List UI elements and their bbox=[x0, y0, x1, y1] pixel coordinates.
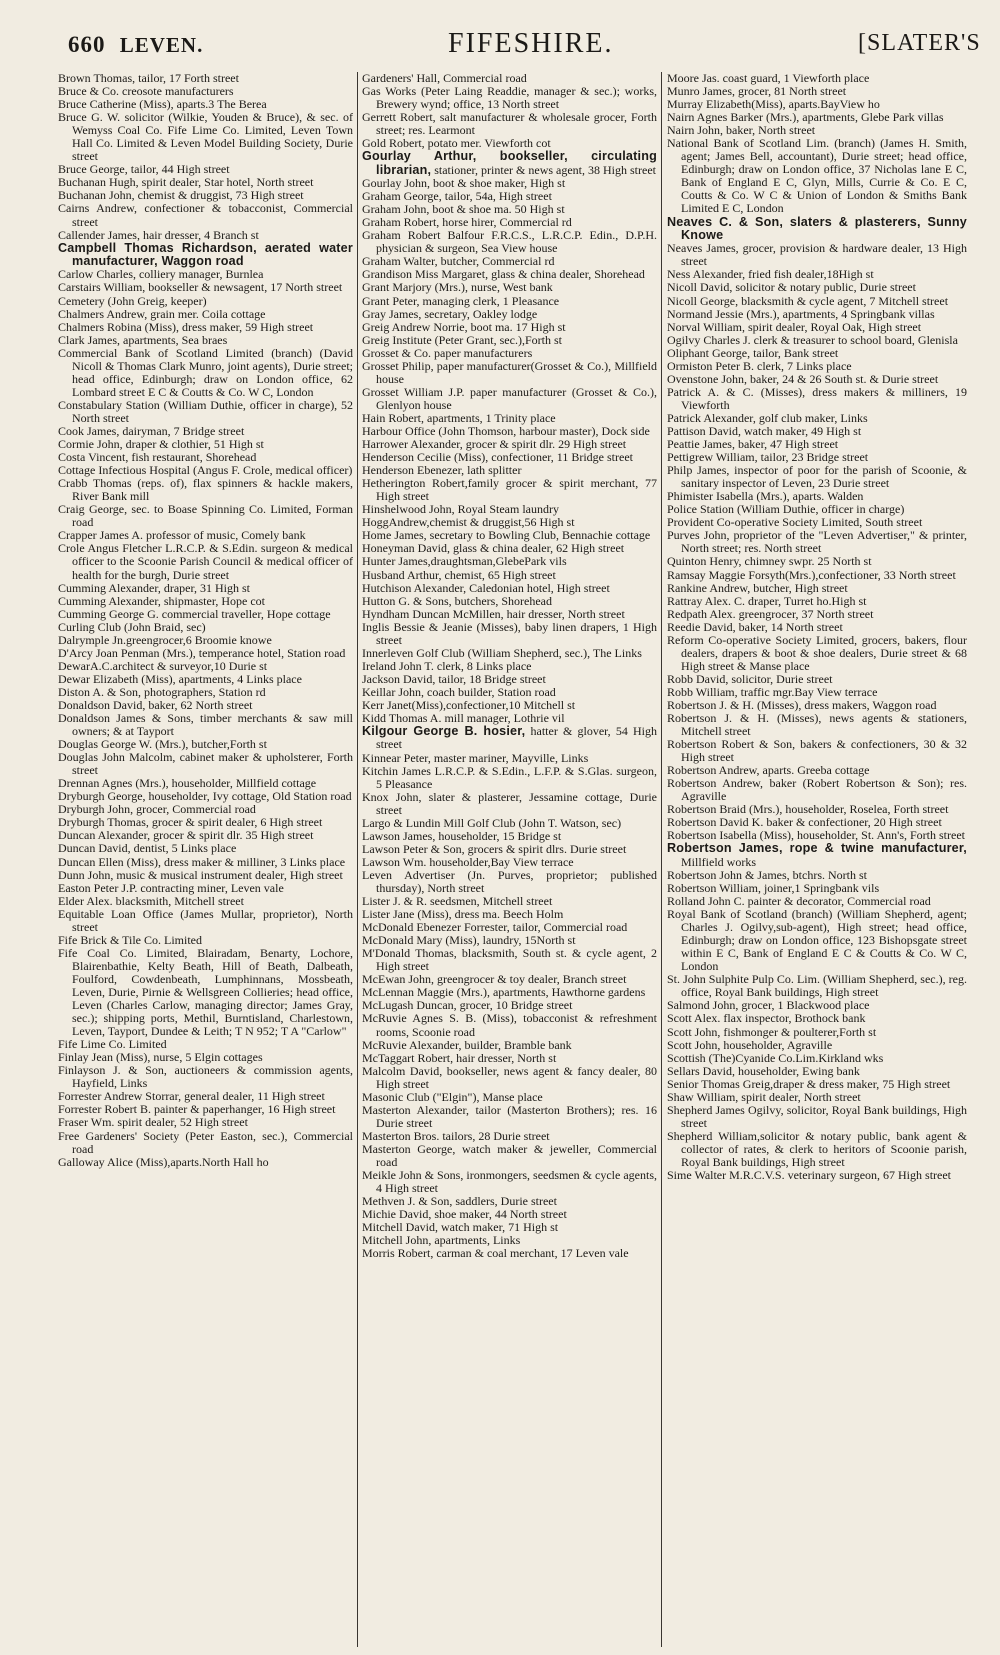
directory-entry: Buchanan John, chemist & druggist, 73 High street bbox=[58, 188, 304, 203]
directory-entry: Kidd Thomas A. mill manager, Lothrie vil bbox=[362, 711, 565, 726]
directory-entry: Crabb Thomas (reps. of), flax spinners & hackle makers, River Bank mill bbox=[58, 476, 353, 504]
directory-entry: Purves John, proprietor of the "Leven Advertiser," & printer, North street; res. North street bbox=[667, 528, 967, 556]
directory-entry: Robertson John & James, btchrs. North st bbox=[667, 867, 867, 882]
entry-bold-name: Kilgour George B. hosier, bbox=[362, 724, 526, 739]
directory-entry: Methven J. & Son, saddlers, Durie street bbox=[362, 1194, 557, 1209]
directory-entry: Robertson Andrew, aparts. Greeba cottage bbox=[667, 763, 870, 778]
directory-entry: Carlow Charles, colliery manager, Burnlea bbox=[58, 267, 264, 282]
directory-entry: Robertson Braid (Mrs.), householder, Roselea, Forth street bbox=[667, 802, 949, 817]
directory-entry: Innerleven Golf Club (William Shepherd, sec.), The Links bbox=[362, 645, 642, 660]
directory-entry: Robertson J. & H. (Misses), dress makers, Waggon road bbox=[667, 697, 937, 712]
directory-entry: Nairn John, baker, North street bbox=[667, 123, 816, 138]
directory-entry: Henderson Ebenezer, lath splitter bbox=[362, 463, 522, 478]
directory-entry: Sime Walter M.R.C.V.S. veterinary surgeon, 67 High street bbox=[667, 1168, 952, 1183]
directory-entry: Quinton Henry, chimney swpr. 25 North st bbox=[667, 554, 872, 569]
directory-entry: Michie David, shoe maker, 44 North street bbox=[362, 1207, 567, 1222]
directory-entry: Dryburgh George, householder, Ivy cottage, Old Station road bbox=[58, 789, 352, 804]
directory-entry: Royal Bank of Scotland (branch) (William Shepherd, agent; Charles J. Ogilvy,sub-agent), High street; head office, Edinburgh; draw on London office, 123 Bishopsgate street within E C, Bank of England E C & Coutts & Co. W C, London bbox=[667, 907, 967, 974]
directory-entry: Murray Elizabeth(Miss), aparts.BayView ho bbox=[667, 97, 880, 112]
directory-entry: Gardeners' Hall, Commercial road bbox=[362, 72, 527, 85]
directory-entry: Crole Angus Fletcher L.R.C.P. & S.Edin. surgeon & medical officer to the Scoonie Parish Council & medical officer of health for the burgh, Durie street bbox=[58, 541, 353, 582]
directory-entry: Ness Alexander, fried fish dealer,18High st bbox=[667, 267, 874, 282]
directory-entry: Fife Brick & Tile Co. Limited bbox=[58, 932, 203, 947]
directory-entry: National Bank of Scotland Lim. (branch) (James H. Smith, agent; James Bell, accountant), Durie street; head office, Edinburgh; draw on London office, 37 Nicholas lane E C, Bank of England E C, Glyn, Mills, Currie & Co. E C, Coutts & Co. W C & Union of London & Smiths Bank Limited E C, London bbox=[667, 136, 967, 216]
directory-entry: Easton Peter J.P. contracting miner, Leven vale bbox=[58, 880, 284, 895]
directory-entry bbox=[667, 842, 967, 868]
directory-entry: Curling Club (John Braid, sec) bbox=[58, 619, 206, 634]
directory-entry: Patrick Alexander, golf club maker, Links bbox=[667, 410, 868, 425]
directory-entry: Robertson Andrew, baker (Robert Robertson & Son); res. Agraville bbox=[667, 776, 967, 804]
directory-entry: Graham Walter, butcher, Commercial rd bbox=[362, 254, 555, 269]
directory-entry: Home James, secretary to Bowling Club, Bennachie cottage bbox=[362, 528, 651, 543]
directory-entry: Honeyman David, glass & china dealer, 62 High street bbox=[362, 541, 625, 556]
directory-entry: McRuvie Agnes S. B. (Miss), tobacconist & refreshment rooms, Scoonie road bbox=[362, 1011, 657, 1039]
directory-entry: Grosset William J.P. paper manufacturer (Grosset & Co.), Glenlyon house bbox=[362, 384, 657, 412]
directory-entry: Robb William, traffic mgr.Bay View terrace bbox=[667, 684, 878, 699]
directory-entry: Dryburgh John, grocer, Commercial road bbox=[58, 802, 256, 817]
page-number: 660 bbox=[68, 32, 106, 57]
directory-entry: Masterton Bros. tailors, 28 Durie street bbox=[362, 1128, 550, 1143]
directory-entry: Cottage Infectious Hospital (Angus F. Crole, medical officer) bbox=[58, 463, 353, 478]
directory-entry bbox=[362, 150, 657, 177]
directory-entry: Clark James, apartments, Sea braes bbox=[58, 332, 228, 347]
directory-entry bbox=[362, 725, 657, 751]
directory-entry: Robertson J. & H. (Misses), news agents & stationers, Mitchell street bbox=[667, 711, 967, 739]
directory-entry: Finlay Jean (Miss), nurse, 5 Elgin cottages bbox=[58, 1050, 263, 1065]
column-1 bbox=[58, 72, 353, 1647]
directory-entry: Patrick A. & C. (Misses), dress makers & milliners, 19 Viewforth bbox=[667, 384, 967, 412]
directory-entry: Hutchison Alexander, Caledonian hotel, High street bbox=[362, 580, 610, 595]
directory-entry: Lister Jane (Miss), dress ma. Beech Holm bbox=[362, 907, 564, 922]
directory-entry: Crapper James A. professor of music, Comely bank bbox=[58, 528, 306, 543]
directory-entry: Nairn Agnes Barker (Mrs.), apartments, Glebe Park villas bbox=[667, 110, 944, 125]
directory-entry: Graham Robert Balfour F.R.C.S., L.R.C.P. Edin., D.P.H. physician & surgeon, Sea View house bbox=[362, 228, 657, 256]
directory-entry: Morris Robert, carman & coal merchant, 17 Leven vale bbox=[362, 1246, 629, 1261]
directory-entry: Mitchell David, watch maker, 71 High st bbox=[362, 1220, 559, 1235]
directory-entry: Peattie James, baker, 47 High street bbox=[667, 437, 839, 452]
directory-entry: Duncan David, dentist, 5 Links place bbox=[58, 841, 237, 856]
directory-entry: Lawson Wm. householder,Bay View terrace bbox=[362, 854, 574, 869]
directory-entry: McEwan John, greengrocer & toy dealer, Branch street bbox=[362, 972, 627, 987]
directory-entry: Ovenstone John, baker, 24 & 26 South st. & Durie street bbox=[667, 371, 939, 386]
directory-entry: DewarA.C.architect & surveyor,10 Durie st bbox=[58, 658, 268, 673]
directory-entry: Ireland John T. clerk, 8 Links place bbox=[362, 658, 532, 673]
directory-entry: Moore Jas. coast guard, 1 Viewforth place bbox=[667, 72, 870, 85]
directory-entry: Hunter James,draughtsman,GlebePark vils bbox=[362, 554, 567, 569]
entry-detail: stationer, printer & news agent, 38 High street bbox=[431, 162, 656, 177]
directory-entry: McTaggart Robert, hair dresser, North st bbox=[362, 1050, 557, 1065]
directory-entry: Ogilvy Charles J. clerk & treasurer to school board, Glenisla bbox=[667, 332, 958, 347]
directory-entry: Salmond John, grocer, 1 Blackwood place bbox=[667, 998, 870, 1013]
directory-entry: Gold Robert, potato mer. Viewforth cot bbox=[362, 136, 551, 151]
directory-entry: Shepherd William,solicitor & notary public, bank agent & collector of rates, & clerk to heritors of Scoonie parish, Royal Bank buildings, High street bbox=[667, 1128, 967, 1169]
directory-entry: Gourlay John, boot & shoe maker, High st bbox=[362, 176, 566, 191]
county-title: FIFESHIRE. bbox=[448, 28, 614, 59]
directory-entry: McLennan Maggie (Mrs.), apartments, Hawthorne gardens bbox=[362, 985, 646, 1000]
directory-entry: Equitable Loan Office (James Mullar, proprietor), North street bbox=[58, 906, 353, 934]
directory-entry: Bruce Catherine (Miss), aparts.3 The Berea bbox=[58, 97, 267, 112]
directory-entry: Provident Co-operative Society Limited, South street bbox=[667, 515, 923, 530]
directory-entry: Donaldson David, baker, 62 North street bbox=[58, 697, 253, 712]
directory-entry: Hain Robert, apartments, 1 Trinity place bbox=[362, 410, 556, 425]
column-divider bbox=[661, 72, 662, 1647]
directory-entry: Elder Alex. blacksmith, Mitchell street bbox=[58, 893, 244, 908]
directory-entry: Lawson James, householder, 15 Bridge st bbox=[362, 828, 562, 843]
directory-entry: Rolland John C. painter & decorator, Commercial road bbox=[667, 894, 931, 909]
directory-entry: McRuvie Alexander, builder, Bramble bank bbox=[362, 1037, 572, 1052]
directory-entry: Constabulary Station (William Duthie, officer in charge), 52 North street bbox=[58, 397, 353, 425]
directory-entry: Donaldson James & Sons, timber merchants & saw mill owners; & at Tayport bbox=[58, 711, 353, 739]
directory-entry: Phimister Isabella (Mrs.), aparts. Walden bbox=[667, 489, 864, 504]
directory-entry: Douglas John Malcolm, cabinet maker & upholsterer, Forth street bbox=[58, 750, 353, 778]
directory-entry: Cairns Andrew, confectioner & tobacconist, Commercial street bbox=[58, 201, 353, 229]
entry-detail: hatter & glover, 54 High street bbox=[376, 724, 657, 752]
directory-entry: Masterton Alexander, tailor (Masterton Brothers); res. 16 Durie street bbox=[362, 1102, 657, 1130]
directory-entry: Robertson William, joiner,1 Springbank vils bbox=[667, 880, 880, 895]
directory-entry: Gas Works (Peter Laing Readdie, manager & sec.); works, Brewery wynd; office, 13 North street bbox=[362, 84, 657, 112]
directory-entry: Kerr Janet(Miss),confectioner,10 Mitchell st bbox=[362, 697, 576, 712]
directory-entry: Shaw William, spirit dealer, North street bbox=[667, 1089, 861, 1104]
directory-entry: D'Arcy Joan Penman (Mrs.), temperance hotel, Station road bbox=[58, 645, 346, 660]
directory-entry: Cormie John, draper & clothier, 51 High st bbox=[58, 437, 264, 452]
directory-entry: Hyndham Duncan McMillen, hair dresser, North street bbox=[362, 606, 625, 621]
directory-entry: Pettigrew William, tailor, 23 Bridge street bbox=[667, 450, 869, 465]
directory-entry: Cumming George G. commercial traveller, Hope cottage bbox=[58, 606, 331, 621]
directory-entry: Masterton George, watch maker & jeweller, Commercial road bbox=[362, 1141, 657, 1169]
entry-bold-name: Robertson James, rope & twine manufacturer, bbox=[667, 841, 967, 856]
directory-entry: Galloway Alice (Miss),aparts.North Hall ho bbox=[58, 1154, 269, 1169]
directory-entry: St. John Sulphite Pulp Co. Lim. (William Shepherd, sec.), reg. office, Royal Bank buildings, High street bbox=[667, 972, 967, 1000]
directory-entry: Leven Advertiser (Jn. Purves, proprietor; published thursday), North street bbox=[362, 867, 657, 895]
directory-entry: Scott John, fishmonger & poulterer,Forth st bbox=[667, 1024, 877, 1039]
directory-entry: Meikle John & Sons, ironmongers, seedsmen & cycle agents, 4 High street bbox=[362, 1168, 657, 1196]
directory-entry: Greig Andrew Norrie, boot ma. 17 High st bbox=[362, 319, 566, 334]
directory-entry: Craig George, sec. to Boase Spinning Co. Limited, Forman road bbox=[58, 502, 353, 530]
directory-entry: Normand Jessie (Mrs.), apartments, 4 Springbank villas bbox=[667, 306, 935, 321]
directory-entry: Sellars David, householder, Ewing bank bbox=[667, 1063, 860, 1078]
page-header bbox=[68, 28, 1000, 62]
directory-entry: Masonic Club ("Elgin"), Manse place bbox=[362, 1089, 543, 1104]
directory-entry: Grosset Philip, paper manufacturer(Grosset & Co.), Millfield house bbox=[362, 358, 657, 386]
directory-entry: Chalmers Robina (Miss), dress maker, 59 High street bbox=[58, 319, 314, 334]
directory-entry: Inglis Bessie & Jeanie (Misses), baby linen drapers, 1 High street bbox=[362, 619, 657, 647]
directory-entry: Jackson David, tailor, 18 Bridge street bbox=[362, 671, 546, 686]
directory-entry: Rankine Andrew, butcher, High street bbox=[667, 580, 848, 595]
directory-entry: Police Station (William Duthie, officer in charge) bbox=[667, 502, 905, 517]
directory-entry: Grandison Miss Margaret, glass & china dealer, Shorehead bbox=[362, 267, 645, 282]
directory-entry: Fife Lime Co. Limited bbox=[58, 1037, 167, 1052]
directory-entry: Duncan Alexander, grocer & spirit dlr. 35 High street bbox=[58, 828, 314, 843]
directory-entry: Dalrymple Jn.greengrocer,6 Broomie knowe bbox=[58, 632, 272, 647]
directory-entry: McLugash Duncan, grocer, 10 Bridge street bbox=[362, 998, 573, 1013]
directory-entry: Campbell Thomas Richardson, aerated water manufacturer, Waggon road bbox=[58, 240, 353, 269]
directory-entry: Malcolm David, bookseller, news agent & fancy dealer, 80 High street bbox=[362, 1063, 657, 1091]
directory-entry: Grant Marjory (Mrs.), nurse, West bank bbox=[362, 280, 553, 295]
directory-entry: Reform Co-operative Society Limited, grocers, bakers, flour dealers, drapers & boot & shoe dealers, Durie street & 68 High street & Manse place bbox=[667, 632, 967, 673]
directory-entry: Hinshelwood John, Royal Steam laundry bbox=[362, 502, 559, 517]
directory-entry: Drennan Agnes (Mrs.), householder, Millfield cottage bbox=[58, 776, 317, 791]
directory-entry: Ramsay Maggie Forsyth(Mrs.),confectioner, 33 North street bbox=[667, 567, 956, 582]
directory-entry: Pattison David, watch maker, 49 High st bbox=[667, 423, 862, 438]
directory-entry: Cemetery (John Greig, keeper) bbox=[58, 293, 207, 308]
directory-entry: Mitchell John, apartments, Links bbox=[362, 1233, 521, 1248]
directory-entry: Kitchin James L.R.C.P. & S.Edin., L.F.P. & S.Glas. surgeon, 5 Pleasance bbox=[362, 763, 657, 791]
directory-entry: Neaves C. & Son, slaters & plasterers, Sunny Knowe bbox=[667, 214, 967, 242]
entry-detail: Millfield works bbox=[681, 854, 756, 869]
directory-entry: Philp James, inspector of poor for the parish of Scoonie, & sanitary inspector of Leven, 23 Durie street bbox=[667, 463, 967, 491]
directory-entry: Ormiston Peter B. clerk, 7 Links place bbox=[667, 358, 852, 373]
directory-entry: Carstairs William, bookseller & newsagent, 17 North street bbox=[58, 280, 343, 295]
directory-entry: Hetherington Robert,family grocer & spirit merchant, 77 High street bbox=[362, 476, 657, 504]
directory-entry: Cumming Alexander, draper, 31 High st bbox=[58, 580, 251, 595]
directory-entry: Robertson Robert & Son, bakers & confectioners, 30 & 32 High street bbox=[667, 737, 967, 765]
directory-entry: M'Donald Thomas, blacksmith, South st. & cycle agent, 2 High street bbox=[362, 946, 657, 974]
directory-entry: Henderson Cecilie (Miss), confectioner, 11 Bridge street bbox=[362, 450, 633, 465]
directory-entry: Neaves James, grocer, provision & hardware dealer, 13 High street bbox=[667, 241, 967, 269]
directory-entry: Bruce George, tailor, 44 High street bbox=[58, 162, 230, 177]
directory-entry: Knox John, slater & plasterer, Jessamine cottage, Durie street bbox=[362, 789, 657, 817]
entry-bold-name: Gourlay Arthur, bookseller, circulating librarian, bbox=[362, 149, 657, 177]
directory-entry: Harrower Alexander, grocer & spirit dlr. 29 High street bbox=[362, 437, 627, 452]
publisher-name: [SLATER'S bbox=[858, 30, 981, 56]
directory-entry: Grant Peter, managing clerk, 1 Pleasance bbox=[362, 293, 560, 308]
directory-entry: Nicoll George, blacksmith & cycle agent, 7 Mitchell street bbox=[667, 293, 949, 308]
directory-entry: Grosset & Co. paper manufacturers bbox=[362, 345, 533, 360]
directory-entry: Shepherd James Ogilvy, solicitor, Royal Bank buildings, High street bbox=[667, 1102, 967, 1130]
column-divider bbox=[357, 72, 358, 1647]
directory-entry: Scott John, householder, Agraville bbox=[667, 1037, 833, 1052]
directory-entry: Finlayson J. & Son, auctioneers & commission agents, Hayfield, Links bbox=[58, 1063, 353, 1091]
directory-entry: Forrester Andrew Storrar, general dealer, 11 High street bbox=[58, 1089, 325, 1104]
directory-entry: Diston A. & Son, photographers, Station rd bbox=[58, 684, 266, 699]
directory-entry: Cook James, dairyman, 7 Bridge street bbox=[58, 423, 245, 438]
directory-entry: Graham George, tailor, 54a, High street bbox=[362, 189, 552, 204]
directory-entry: Robertson Isabella (Miss), householder, St. Ann's, Forth street bbox=[667, 828, 965, 843]
directory-entry: McDonald Mary (Miss), laundry, 15North st bbox=[362, 933, 576, 948]
directory-entry: Robertson David K. baker & confectioner, 20 High street bbox=[667, 815, 942, 830]
directory-entry: Douglas George W. (Mrs.), butcher,Forth st bbox=[58, 737, 267, 752]
directory-entry: Gray James, secretary, Oakley lodge bbox=[362, 306, 538, 321]
directory-entry: Rattray Alex. C. draper, Turret ho.High st bbox=[667, 593, 867, 608]
town-name: LEVEN. bbox=[119, 33, 204, 57]
directory-entry: Graham Robert, horse hirer, Commercial rd bbox=[362, 215, 572, 230]
directory-entry: Brown Thomas, tailor, 17 Forth street bbox=[58, 72, 239, 85]
directory-entry: Greig Institute (Peter Grant, sec.),Forth st bbox=[362, 332, 562, 347]
directory-entry: Reedie David, baker, 14 North street bbox=[667, 619, 843, 634]
directory-entry: Forrester Robert B. painter & paperhanger, 16 High street bbox=[58, 1102, 336, 1117]
directory-entry: Callender James, hair dresser, 4 Branch st bbox=[58, 227, 259, 242]
directory-entry: Lister J. & R. seedsmen, Mitchell street bbox=[362, 894, 553, 909]
directory-entry: Robb David, solicitor, Durie street bbox=[667, 671, 833, 686]
directory-entry: Kinnear Peter, master mariner, Mayville, Links bbox=[362, 750, 589, 765]
directory-entry: Dryburgh Thomas, grocer & spirit dealer, 6 High street bbox=[58, 815, 323, 830]
header-left bbox=[68, 32, 203, 58]
directory-entry: Free Gardeners' Society (Peter Easton, sec.), Commercial road bbox=[58, 1128, 353, 1156]
directory-entry: Senior Thomas Greig,draper & dress maker, 75 High street bbox=[667, 1076, 951, 1091]
directory-entry: Oliphant George, tailor, Bank street bbox=[667, 345, 839, 360]
directory-entry: Buchanan Hugh, spirit dealer, Star hotel, North street bbox=[58, 175, 314, 190]
directory-entry: Scottish (The)Cyanide Co.Lim.Kirkland wks bbox=[667, 1050, 884, 1065]
column-2 bbox=[362, 72, 657, 1647]
directory-entry: Graham John, boot & shoe ma. 50 High st bbox=[362, 202, 565, 217]
directory-entry: Dewar Elizabeth (Miss), apartments, 4 Links place bbox=[58, 671, 302, 686]
directory-entry: McDonald Ebenezer Forrester, tailor, Commercial road bbox=[362, 920, 628, 935]
directory-entry: HoggAndrew,chemist & druggist,56 High st bbox=[362, 515, 575, 530]
directory-entry: Husband Arthur, chemist, 65 High street bbox=[362, 567, 556, 582]
directory-entry: Cumming Alexander, shipmaster, Hope cot bbox=[58, 593, 265, 608]
directory-entry: Fife Coal Co. Limited, Blairadam, Benarty, Lochore, Blairenbathie, Kelty Beath, Hill of Beath, Dalbeath, Foulford, Cowdenbeath, Lumphinnans, Mossbeath, Leven, Durie, Pirnie & Wellsgreen Collieries; head office, Leven (Charles Carlow, managing director; James Gray, sec.); shipping ports, Methil, Burntisland, Charlestown, Leven, Tayport, Dundee & Leith; T N 952; T A "Carlow" bbox=[58, 945, 353, 1039]
directory-entry: Costa Vincent, fish restaurant, Shorehead bbox=[58, 450, 257, 465]
directory-entry: Dunn John, music & musical instrument dealer, High street bbox=[58, 867, 343, 882]
directory-entry: Chalmers Andrew, grain mer. Coila cottage bbox=[58, 306, 266, 321]
directory-entry: Norval William, spirit dealer, Royal Oak, High street bbox=[667, 319, 922, 334]
directory-entry: Bruce G. W. solicitor (Wilkie, Youden & Bruce), & sec. of Wemyss Coal Co. Fife Lime Co. Limited, Leven Town Hall Co. Limited & Leven Model Building Society, Durie street bbox=[58, 110, 353, 164]
directory-entry: Scott Alex. flax inspector, Brothock bank bbox=[667, 1011, 866, 1026]
directory-entry: Hutton G. & Sons, butchers, Shorehead bbox=[362, 593, 552, 608]
directory-entry: Largo & Lundin Mill Golf Club (John T. Watson, sec) bbox=[362, 815, 622, 830]
directory-entry: Redpath Alex. greengrocer, 37 North street bbox=[667, 606, 874, 621]
directory-entry: Duncan Ellen (Miss), dress maker & milliner, 3 Links place bbox=[58, 854, 346, 869]
directory-entry: Nicoll David, solicitor & notary public, Durie street bbox=[667, 280, 916, 295]
directory-entry: Gerrett Robert, salt manufacturer & wholesale grocer, Forth street; res. Learmont bbox=[362, 110, 657, 138]
directory-entry: Bruce & Co. creosote manufacturers bbox=[58, 84, 234, 99]
column-3 bbox=[667, 72, 967, 1647]
directory-entry: Commercial Bank of Scotland Limited (branch) (David Nicoll & Thomas Clark Munro, joint agents), Durie street; head office, Edinburgh; draw on London office, 62 Lombard street E C & Coutts & Co. W C, London bbox=[58, 345, 353, 399]
directory-entry: Keillar John, coach builder, Station road bbox=[362, 684, 556, 699]
directory-entry: Munro James, grocer, 81 North street bbox=[667, 84, 847, 99]
directory-entry: Harbour Office (John Thomson, harbour master), Dock side bbox=[362, 423, 650, 438]
directory-entry: Fraser Wm. spirit dealer, 52 High street bbox=[58, 1115, 248, 1130]
directory-entry: Lawson Peter & Son, grocers & spirit dlrs. Durie street bbox=[362, 841, 627, 856]
